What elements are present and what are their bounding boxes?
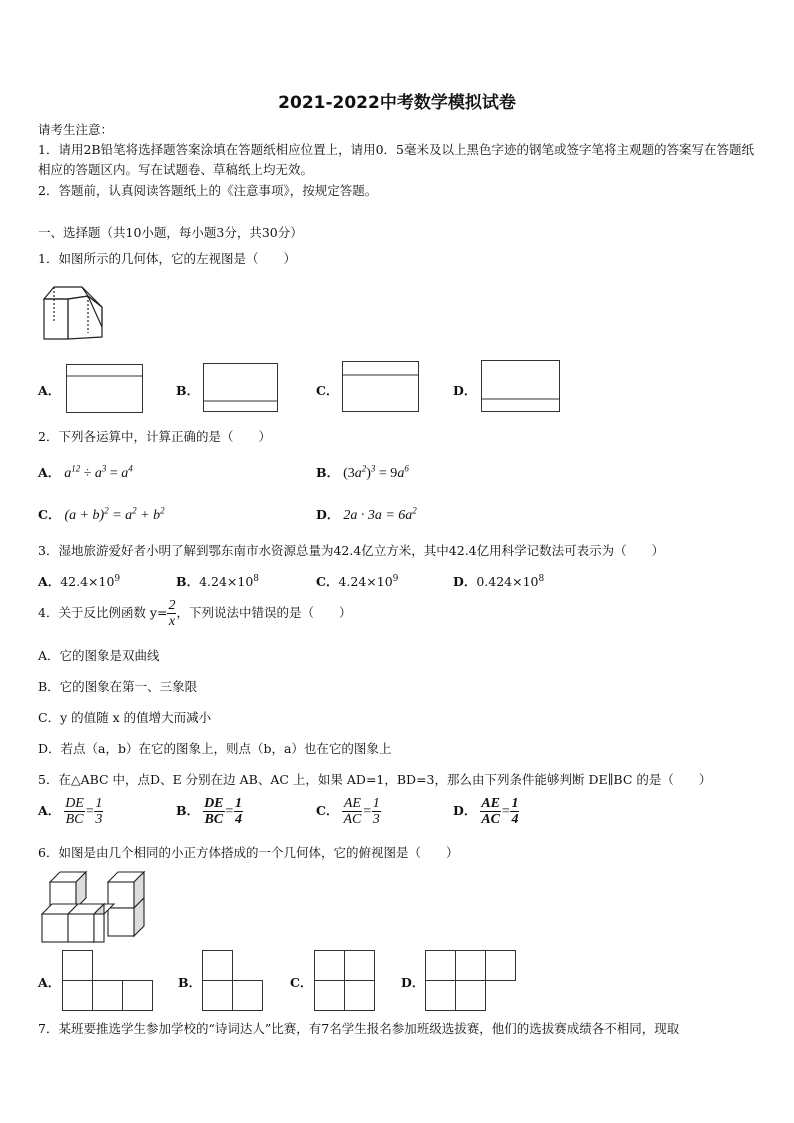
- notice-line-1: 1．请用2B铅笔将选择题答案涂填在答题纸相应位置上，请用0．5毫米及以上黑色字迹的钢笔或签字笔将主观题的答案写在答题纸相应的答题区内。写在试题卷、草稿纸上均无效。: [38, 142, 754, 177]
- q3-stem: 3．湿地旅游爱好者小明了解到鄂东南市水资源总量为42.4亿立方米，其中42.4亿用科学记数法可表示为（ ）: [38, 543, 665, 558]
- q1-option-a-label: A．: [38, 383, 61, 398]
- q2-option-b-label: B．: [316, 465, 340, 480]
- q1-option-b-label: B．: [176, 383, 200, 398]
- q2-option-d: [316, 505, 417, 524]
- q1-option-b-figure: [203, 363, 279, 413]
- q2-stem: 2．下列各运算中，计算正确的是（ ）: [38, 429, 271, 444]
- q1-option-c-label: C．: [316, 383, 339, 398]
- q5-option-c: C． $\frac{AE}{AC}$ = $\frac{1}{3}$: [316, 796, 380, 827]
- q2-option-a: [38, 463, 133, 482]
- q6-option-d-label: D．: [401, 975, 425, 990]
- q4-option-a: A．它的图象是双曲线: [38, 648, 160, 663]
- q6-option-b-label: B．: [178, 975, 202, 990]
- q2-option-d-label: D．: [316, 507, 340, 522]
- q2-option-c: [38, 505, 165, 524]
- q4-stem: 4．关于反比例函数 y= $\frac{2}{x}$ ，下列说法中错误的是（ ）: [38, 598, 352, 629]
- q5-option-b: B． $\frac{DE}{BC}$ = $\frac{1}{4}$: [176, 796, 242, 827]
- q3-option-d: D．$0.424\times 10^8$: [453, 573, 545, 589]
- notice-heading: 请考生注意：: [38, 122, 114, 137]
- q2-option-a-label: A．: [38, 465, 61, 480]
- q2-option-b: [316, 463, 409, 482]
- q7-stem: 7．某班要推选学生参加学校的“诗词达人”比赛，有7名学生报名参加班级选拔赛，他们的选拔赛成绩各不相同，现取: [38, 1021, 680, 1036]
- q1-solid-figure: [40, 283, 110, 343]
- q6-option-c-figure: [314, 950, 376, 1012]
- q2-option-c-label: C．: [38, 507, 61, 522]
- q1-option-d-figure: [481, 360, 561, 413]
- q3-option-a: A．$42.4\times 10^9$: [38, 573, 121, 589]
- q1-option-d-label: D．: [453, 383, 477, 398]
- q6-solid-figure: [40, 870, 150, 946]
- notice-line-2: 2．答题前，认真阅读答题纸上的《注意事项》，按规定答题。: [38, 183, 378, 198]
- q4-option-d: D．若点（a，b）在它的图象上，则点（b，a）也在它的图象上: [38, 741, 392, 756]
- q4-option-c: C．y 的值随 x 的值增大而减小: [38, 710, 212, 725]
- q5-stem: 5．在△ABC 中，点D、E 分别在边 AB、AC 上，如果 AD=1，BD=3，那么由下列条件能够判断 DE∥BC 的是（ ）: [38, 772, 712, 787]
- q5-option-d: D． $\frac{AE}{AC}$ = $\frac{1}{4}$: [453, 796, 519, 827]
- page-title: 2021-2022中考数学模拟试卷: [278, 93, 516, 113]
- q6-option-c-label: C．: [290, 975, 313, 990]
- q2-option-d-expression: $2a \cdot 3a = 6a^2$: [343, 505, 417, 523]
- q3-option-c: C．$4.24\times 10^9$: [316, 573, 399, 589]
- q5-option-a: A． $\frac{DE}{BC}$ = $\frac{1}{3}$: [38, 796, 103, 827]
- q1-option-a-figure: [66, 364, 144, 414]
- q2-option-b-expression: $(3a^2)^3 = 9a^6$: [343, 463, 409, 481]
- section-heading: 一、选择题（共10小题，每小题3分，共30分）: [38, 225, 303, 240]
- q2-option-c-expression: $(a + b)^2 = a^2 + b^2$: [64, 505, 165, 523]
- q6-option-a-figure: [62, 950, 154, 1012]
- q6-option-d-figure: [425, 950, 517, 1012]
- q2-option-a-expression: $a^{12} \div a^3 = a^4$: [64, 463, 133, 481]
- q1-stem: 1．如图所示的几何体，它的左视图是（ ）: [38, 251, 296, 266]
- q4-fraction: $\frac{2}{x}$: [168, 598, 176, 629]
- q6-option-a-label: A．: [38, 975, 61, 990]
- q6-stem: 6．如图是由几个相同的小正方体搭成的一个几何体，它的俯视图是（ ）: [38, 845, 459, 860]
- q3-option-b: B．$4.24\times 10^8$: [176, 573, 260, 589]
- q6-option-b-figure: [202, 950, 264, 1012]
- q1-option-c-figure: [342, 361, 420, 413]
- q4-option-b: B．它的图象在第一、三象限: [38, 679, 198, 694]
